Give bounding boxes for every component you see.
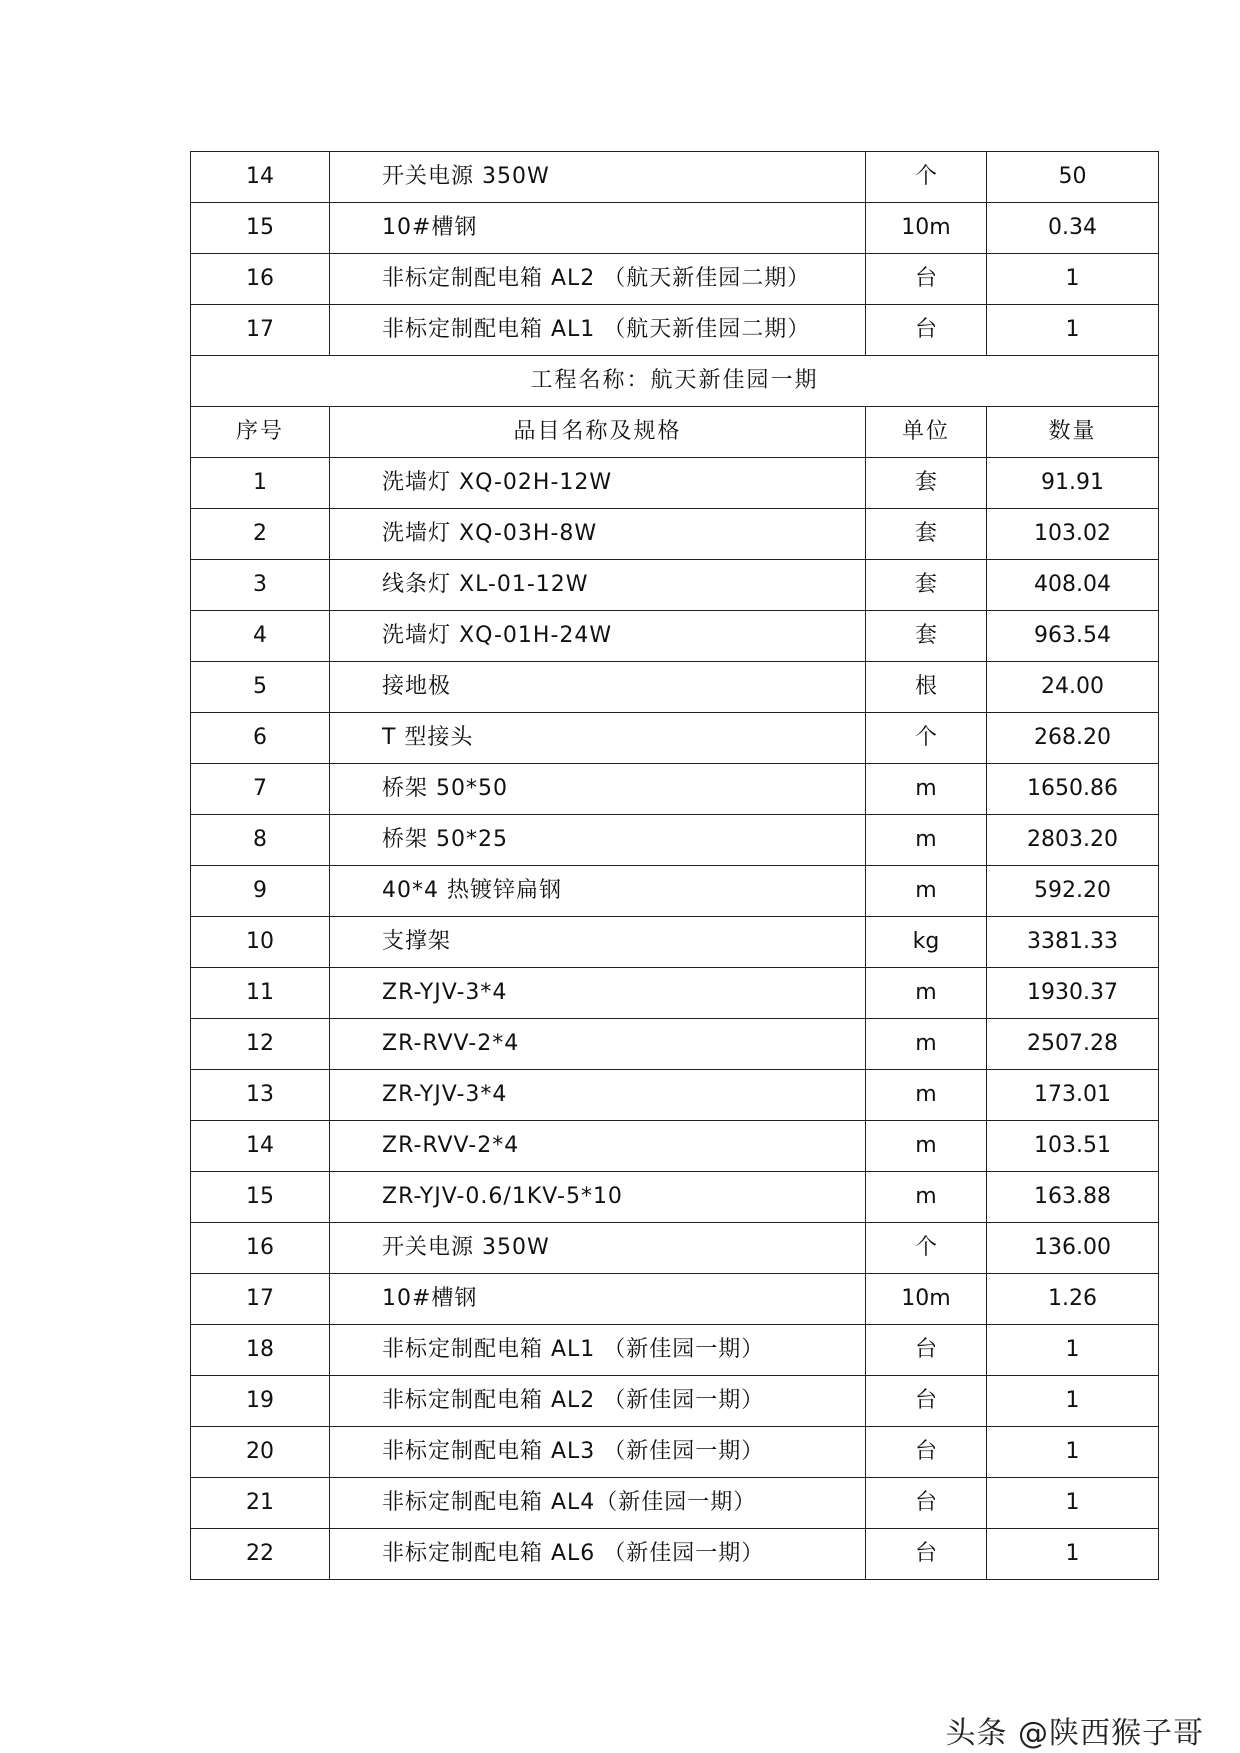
cell-no: 15 [191,1172,330,1223]
cell-no: 4 [191,611,330,662]
cell-unit: m [866,815,987,866]
cell-qty: 1 [987,1529,1159,1580]
cell-name: 开关电源 350W [330,1223,866,1274]
table-row [191,254,1159,305]
cell-qty: 1 [987,1325,1159,1376]
cell-qty: 163.88 [987,1172,1159,1223]
cell-name: 非标定制配电箱 AL3 （新佳园一期） [330,1427,866,1478]
cell-name: 非标定制配电箱 AL2 （航天新佳园二期） [330,254,866,305]
cell-qty: 1 [987,1478,1159,1529]
header-unit: 单位 [866,407,987,458]
cell-name: T 型接头 [330,713,866,764]
cell-qty: 103.02 [987,509,1159,560]
table-row [191,509,1159,560]
cell-unit: m [866,764,987,815]
cell-name: 洗墙灯 XQ-03H-8W [330,509,866,560]
cell-no: 20 [191,1427,330,1478]
cell-qty: 1.26 [987,1274,1159,1325]
cell-qty: 136.00 [987,1223,1159,1274]
table-row [191,611,1159,662]
cell-no: 8 [191,815,330,866]
table-row [191,1172,1159,1223]
cell-name: 洗墙灯 XQ-02H-12W [330,458,866,509]
table-row [191,1376,1159,1427]
materials-table [190,151,1159,1580]
cell-no: 12 [191,1019,330,1070]
table-row [191,458,1159,509]
cell-name: 10#槽钢 [330,203,866,254]
table-row [191,203,1159,254]
cell-unit: m [866,1172,987,1223]
cell-qty: 1 [987,1427,1159,1478]
cell-no: 18 [191,1325,330,1376]
cell-no: 17 [191,305,330,356]
cell-no: 16 [191,1223,330,1274]
cell-unit: 台 [866,1376,987,1427]
cell-no: 1 [191,458,330,509]
cell-no: 7 [191,764,330,815]
cell-no: 11 [191,968,330,1019]
cell-name: ZR-RVV-2*4 [330,1121,866,1172]
header-no: 序号 [191,407,330,458]
table-row [191,1121,1159,1172]
cell-qty: 50 [987,152,1159,203]
cell-qty: 592.20 [987,866,1159,917]
table-row [191,815,1159,866]
cell-qty: 91.91 [987,458,1159,509]
table-row [191,1529,1159,1580]
cell-unit: 个 [866,152,987,203]
table-row [191,1019,1159,1070]
cell-no: 22 [191,1529,330,1580]
cell-unit: 个 [866,1223,987,1274]
cell-qty: 2507.28 [987,1019,1159,1070]
table-row [191,1427,1159,1478]
cell-qty: 1 [987,305,1159,356]
cell-unit: m [866,866,987,917]
cell-unit: 台 [866,1325,987,1376]
cell-no: 14 [191,152,330,203]
cell-unit: kg [866,917,987,968]
cell-name: ZR-YJV-3*4 [330,1070,866,1121]
cell-unit: 套 [866,560,987,611]
table-part2 [191,458,1159,1580]
cell-unit: 台 [866,1529,987,1580]
cell-name: 非标定制配电箱 AL4（新佳园一期） [330,1478,866,1529]
cell-no: 2 [191,509,330,560]
table-row [191,560,1159,611]
cell-name: 线条灯 XL-01-12W [330,560,866,611]
table-row [191,713,1159,764]
cell-qty: 24.00 [987,662,1159,713]
cell-no: 5 [191,662,330,713]
table-row [191,1478,1159,1529]
cell-no: 14 [191,1121,330,1172]
cell-no: 15 [191,203,330,254]
cell-unit: m [866,1121,987,1172]
cell-unit: m [866,1019,987,1070]
cell-qty: 2803.20 [987,815,1159,866]
cell-unit: 台 [866,1478,987,1529]
cell-unit: m [866,968,987,1019]
cell-qty: 408.04 [987,560,1159,611]
cell-name: 非标定制配电箱 AL6 （新佳园一期） [330,1529,866,1580]
cell-unit: 台 [866,305,987,356]
watermark: 头条 @陕西猴子哥 [945,1716,1204,1751]
table-row [191,152,1159,203]
table-row [191,764,1159,815]
cell-unit: 10m [866,1274,987,1325]
cell-no: 21 [191,1478,330,1529]
section-block [191,356,1159,458]
cell-name: 桥架 50*50 [330,764,866,815]
cell-no: 16 [191,254,330,305]
cell-qty: 1650.86 [987,764,1159,815]
table-row [191,662,1159,713]
table-row [191,1325,1159,1376]
cell-name: ZR-YJV-0.6/1KV-5*10 [330,1172,866,1223]
cell-unit: 10m [866,203,987,254]
cell-name: ZR-RVV-2*4 [330,1019,866,1070]
cell-no: 3 [191,560,330,611]
cell-unit: 套 [866,611,987,662]
cell-name: ZR-YJV-3*4 [330,968,866,1019]
cell-name: 非标定制配电箱 AL1 （航天新佳园二期） [330,305,866,356]
cell-no: 17 [191,1274,330,1325]
cell-name: 洗墙灯 XQ-01H-24W [330,611,866,662]
table-row [191,1274,1159,1325]
cell-name: 非标定制配电箱 AL2 （新佳园一期） [330,1376,866,1427]
cell-qty: 3381.33 [987,917,1159,968]
cell-qty: 1 [987,254,1159,305]
cell-name: 10#槽钢 [330,1274,866,1325]
table-row [191,968,1159,1019]
cell-no: 10 [191,917,330,968]
cell-no: 6 [191,713,330,764]
cell-name: 桥架 50*25 [330,815,866,866]
header-qty: 数量 [987,407,1159,458]
table-row [191,1223,1159,1274]
cell-no: 9 [191,866,330,917]
table-row [191,917,1159,968]
cell-unit: 个 [866,713,987,764]
cell-qty: 963.54 [987,611,1159,662]
cell-name: 支撑架 [330,917,866,968]
cell-qty: 0.34 [987,203,1159,254]
section-title-row [191,356,1159,407]
cell-no: 13 [191,1070,330,1121]
cell-qty: 173.01 [987,1070,1159,1121]
header-row [191,407,1159,458]
cell-unit: 根 [866,662,987,713]
cell-qty: 1 [987,1376,1159,1427]
table-row [191,305,1159,356]
section-title: 工程名称：航天新佳园一期 [191,356,1159,407]
cell-qty: 268.20 [987,713,1159,764]
cell-no: 19 [191,1376,330,1427]
cell-qty: 1930.37 [987,968,1159,1019]
cell-unit: m [866,1070,987,1121]
cell-name: 非标定制配电箱 AL1 （新佳园一期） [330,1325,866,1376]
cell-name: 接地极 [330,662,866,713]
cell-name: 40*4 热镀锌扁钢 [330,866,866,917]
cell-unit: 台 [866,254,987,305]
table-row [191,866,1159,917]
header-name: 品目名称及规格 [330,407,866,458]
cell-name: 开关电源 350W [330,152,866,203]
cell-qty: 103.51 [987,1121,1159,1172]
cell-unit: 套 [866,509,987,560]
table-part1 [191,152,1159,356]
cell-unit: 台 [866,1427,987,1478]
cell-unit: 套 [866,458,987,509]
table-row [191,1070,1159,1121]
